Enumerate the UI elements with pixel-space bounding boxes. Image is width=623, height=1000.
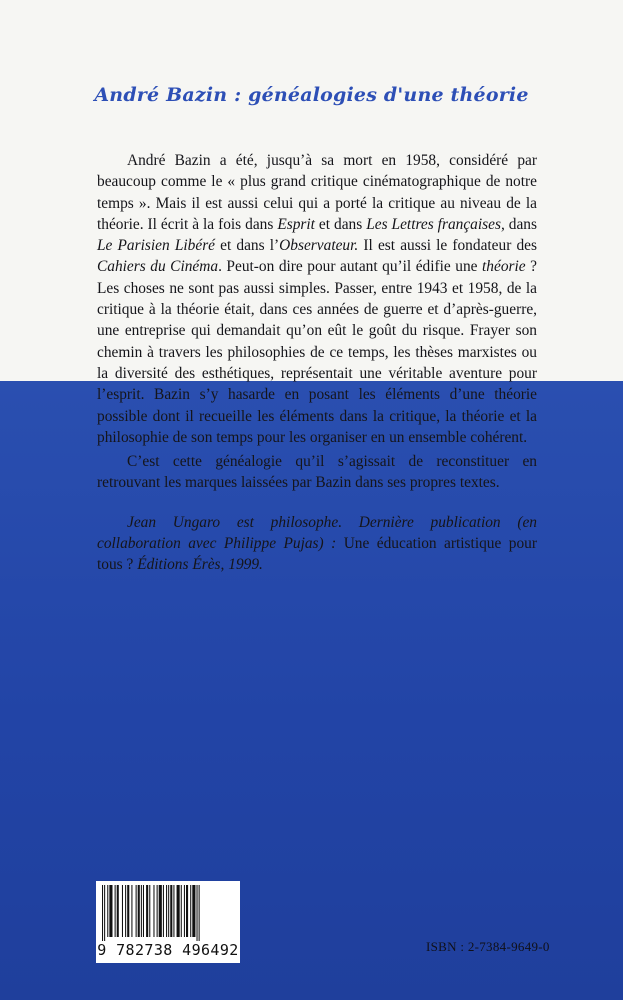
italic-run: Éditions Érès, 1999. bbox=[137, 556, 263, 574]
barcode-bar bbox=[192, 885, 195, 937]
italic-run: Observateur. bbox=[279, 237, 359, 255]
italic-run: théorie bbox=[482, 258, 526, 276]
italic-run: Les Lettres françaises, bbox=[366, 215, 505, 233]
barcode-bar bbox=[149, 885, 150, 937]
blurb-paragraph-2: C’est cette généalogie qu’il s’agissait de reconstituer en retrouvant les marques laissées par Bazin dans ses propres textes. bbox=[97, 453, 537, 492]
barcode-bar bbox=[190, 885, 191, 937]
barcode-bar bbox=[115, 885, 116, 937]
barcode-bar bbox=[170, 885, 172, 937]
barcode-bar bbox=[138, 885, 140, 937]
author-note bbox=[97, 512, 537, 576]
barcode-bar bbox=[168, 885, 169, 937]
barcode-bar bbox=[166, 885, 167, 937]
text-run: ? Les choses ne sont pas aussi simples. Passer, entre 1943 et 1958, de la critique à la théorie était, dans ces années de guerre et d’après-guerre, une entreprise qui demandait qu’on eût le goût du risque. Frayer son chemin à travers les philosophies de ce temps, les thèses marxistes ou la diversité des esthétiques, représentait une véritable aventure pour l’esprit. Bazin s’y hasarde en posant les éléments d’une théorie possible dont il recueille les éléments dans la critique, la théorie et la philosophie de son temps pour les organiser en un ensemble cohérent. bbox=[97, 258, 537, 446]
barcode-bar bbox=[197, 885, 198, 941]
barcode-bar bbox=[153, 885, 154, 937]
barcode-bar bbox=[141, 885, 142, 937]
italic-run: Jean Ungaro est philosophe. Dernière publication (en collaboration avec Philippe Pujas) : bbox=[97, 513, 537, 553]
barcode-bars bbox=[100, 885, 236, 941]
text-run: dans bbox=[504, 215, 537, 233]
text-run: . Peut-on dire pour autant qu’il édifie une bbox=[218, 258, 483, 276]
barcode-bar bbox=[107, 885, 108, 937]
barcode-bar bbox=[163, 885, 164, 937]
barcode-bar bbox=[136, 885, 137, 937]
barcode-bar bbox=[122, 885, 123, 937]
blurb-paragraph-1 bbox=[97, 150, 537, 448]
text-run: Une éducation artistique pour tous ? bbox=[97, 535, 537, 574]
italic-run: Le Parisien Libéré bbox=[97, 237, 216, 255]
barcode-bar bbox=[146, 885, 148, 937]
text-run: Il est aussi le fondateur des bbox=[358, 237, 537, 255]
barcode-bar bbox=[109, 885, 112, 937]
barcode-bar bbox=[143, 885, 144, 937]
barcode-bar bbox=[199, 885, 200, 941]
barcode-bar bbox=[184, 885, 185, 937]
barcode-bar bbox=[173, 885, 174, 937]
book-title: André Bazin : généalogies d'une théorie bbox=[94, 84, 529, 106]
barcode-bar bbox=[159, 885, 162, 937]
barcode bbox=[96, 881, 240, 963]
barcode-bar bbox=[102, 885, 103, 941]
barcode-bar bbox=[186, 885, 188, 937]
text-run: et dans bbox=[314, 215, 367, 233]
italic-run: Esprit bbox=[277, 215, 315, 233]
text-run: André Bazin a été, jusqu’à sa mort en 1958, considéré par beaucoup comme le « plus grand critique cinématographique de notre temps ». Mais il est aussi celui qui a porté la critique au niveau de la théorie. Il écrit à la fois dans bbox=[97, 152, 537, 233]
barcode-bar bbox=[181, 885, 182, 937]
barcode-bar bbox=[131, 885, 132, 937]
blurb-text bbox=[97, 150, 537, 576]
barcode-bar bbox=[177, 885, 180, 937]
barcode-bar bbox=[104, 885, 105, 941]
italic-run: Cahiers du Cinéma bbox=[97, 258, 219, 276]
barcode-bar bbox=[157, 885, 158, 937]
text-run: et dans l’ bbox=[215, 237, 280, 255]
barcode-bar bbox=[117, 885, 119, 937]
barcode-bar bbox=[125, 885, 126, 937]
barcode-number: 9 782738 496492 bbox=[97, 941, 239, 959]
isbn-label: ISBN : 2-7384-9649-0 bbox=[426, 939, 550, 954]
barcode-bar bbox=[127, 885, 129, 937]
